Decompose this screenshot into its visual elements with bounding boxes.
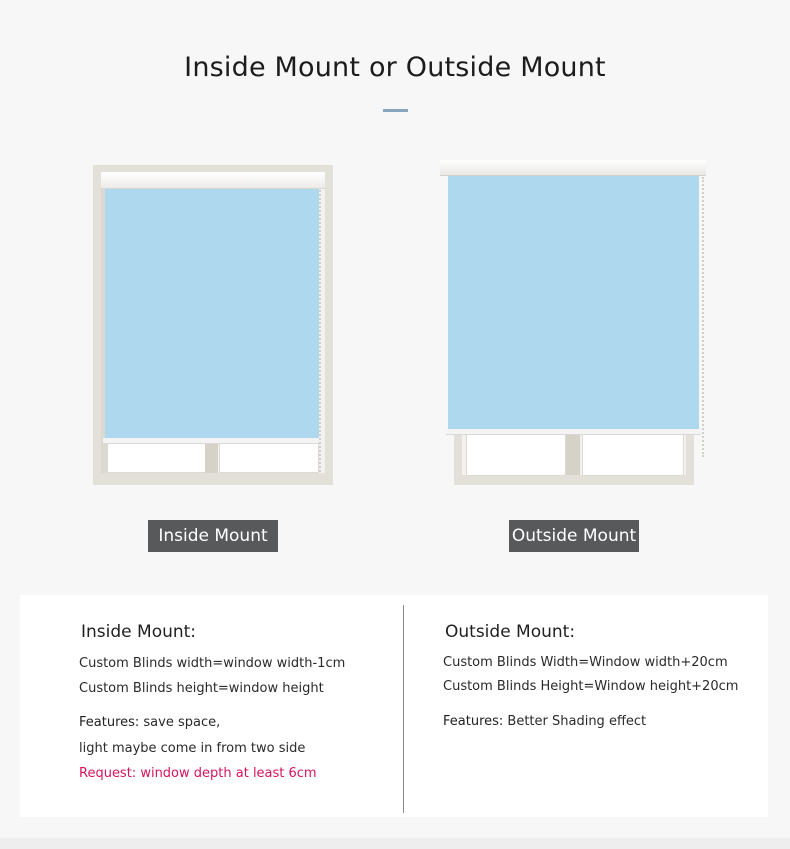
bottom-strip <box>0 838 790 849</box>
window-mullion <box>205 443 218 473</box>
inside-mount-illustration <box>93 165 333 485</box>
window-pane-left <box>107 443 206 473</box>
request-label: Request: <box>79 766 137 781</box>
inside-features <box>79 715 220 730</box>
blind-fabric <box>105 187 319 439</box>
inside-width-rule: Custom Blinds width=window width-1cm <box>79 656 346 671</box>
window-pane-left <box>466 434 566 476</box>
window-mullion <box>566 433 580 475</box>
page-title: Inside Mount or Outside Mount <box>184 52 606 83</box>
title-accent-bar <box>383 109 408 112</box>
outside-height-rule: Custom Blinds Height=Window height+20cm <box>443 679 739 694</box>
inside-request <box>79 766 317 781</box>
inside-features-line2: light maybe come in from two side <box>79 741 306 756</box>
inside-info-title: Inside Mount: <box>81 622 197 642</box>
inside-mount-badge: Inside Mount <box>148 520 278 552</box>
blind-chain <box>319 190 321 472</box>
mount-info-panel <box>20 595 768 817</box>
blind-headrail <box>440 160 706 176</box>
outside-mount-badge: Outside Mount <box>509 520 639 552</box>
column-divider <box>403 605 404 813</box>
window-pane-right <box>219 443 319 473</box>
features-text: save space, <box>139 715 221 730</box>
outside-features <box>443 714 646 729</box>
blind-chain <box>702 177 704 457</box>
window-pane-right <box>582 434 684 476</box>
features-text: Better Shading effect <box>503 714 647 729</box>
outside-mount-illustration <box>440 160 706 486</box>
outside-info-title: Outside Mount: <box>445 622 576 642</box>
inside-height-rule: Custom Blinds height=window height <box>79 681 324 696</box>
blind-fabric <box>448 176 699 430</box>
blind-bottom-rail <box>103 438 321 444</box>
request-text: window depth at least 6cm <box>136 766 317 781</box>
outside-width-rule: Custom Blinds Width=Window width+20cm <box>443 655 728 670</box>
features-label: Features: <box>79 715 140 730</box>
blind-headrail <box>101 172 325 189</box>
features-label: Features: <box>443 714 504 729</box>
blind-bottom-rail <box>446 429 701 435</box>
